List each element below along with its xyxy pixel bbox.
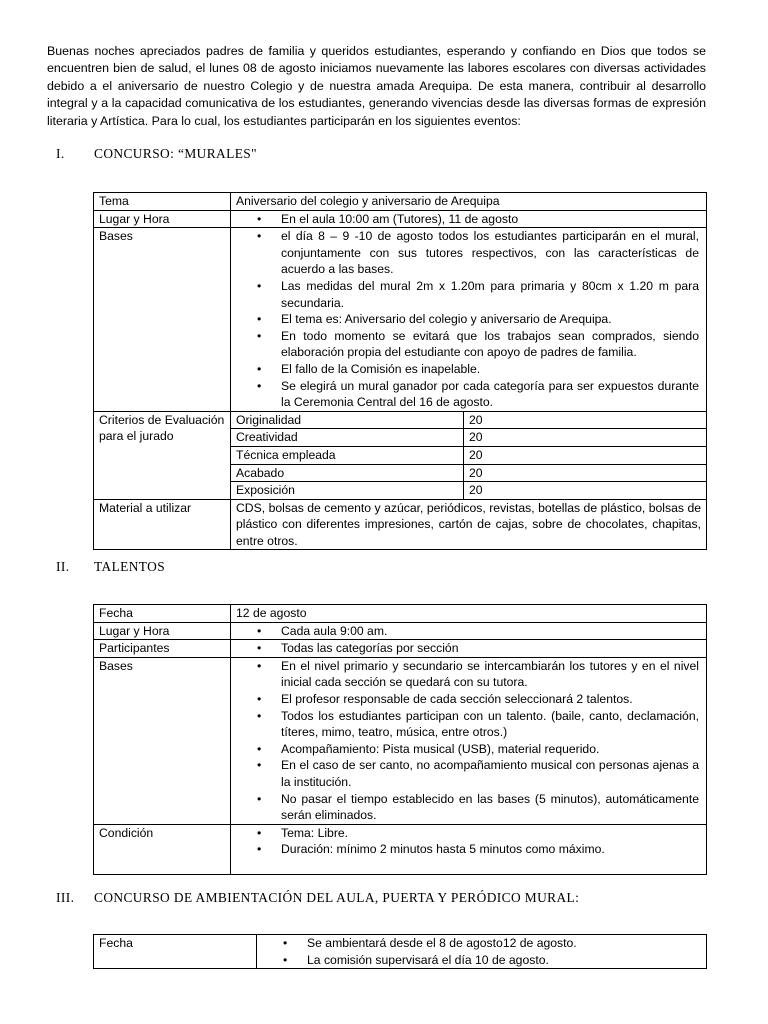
section-title: TALENTOS [94,559,166,574]
criteria-name: Originalidad [231,412,464,429]
row-value: 12 de agosto [231,605,707,623]
table-row [94,210,707,228]
intro-paragraph: Buenas noches apreciados padres de familia y queridos estudiantes, esperando y confiando en Dios que todos se encuentren bien de salud, el lunes 08 de agosto iniciamos nuevamente las labores escolares con diversas actividades debido a el aniversario de nuestro Colegio y de nuestra amada Arequipa. De esta manera, contribuir al desarrollo integral y a la capacidad comunicativa de los estudiantes, generando vivencias desde las diversas formas de expresión literaria y Artística. Para lo cual, los estudiantes participarán en los siguientes eventos: [47,44,706,128]
list-item [231,361,699,378]
criteria-score: 20 [469,483,483,498]
row-value [231,411,707,499]
bullet-list [231,211,706,228]
bullet-icon: • [257,691,262,706]
talentos-table [93,604,707,875]
murales-table [93,192,707,550]
bullet-icon: • [257,842,262,857]
row-label: Lugar y Hora [94,210,231,228]
row-label: Condición [94,824,231,874]
criteria-name: Creatividad [231,429,464,447]
row-value [231,824,707,874]
table-row [94,935,707,969]
bullet-list [231,658,706,824]
row-value [231,228,707,412]
list-item-text: Acompañamiento: Pista musical (USB), material requerido. [281,741,600,756]
list-item [231,378,699,411]
bullet-icon: • [257,758,262,773]
list-item [231,211,699,228]
table-row [94,411,707,499]
row-label: Lugar y Hora [94,622,231,640]
section-number: II. [56,559,70,574]
row-value [231,210,707,228]
row-label: Criterios de Evaluación para el jurado [94,411,231,499]
row-value: CDS, bolsas de cemento y azúcar, periódicos, revistas, botellas de plástico, bolsas de plástico con diferentes impresiones, cartón de cajas, sobre de chocolates, chapitas, entre otros. [231,499,707,550]
row-label: Fecha [94,935,257,969]
list-item-text: Todos los estudiantes participan con un talento. (baile, canto, declamación, títeres, mimo, teatro, música, entre otros.) [281,708,699,740]
section-title: CONCURSO DE AMBIENTACIÓN DEL AULA, PUERTA Y PERÓDICO MURAL: [94,890,580,905]
bullet-icon: • [257,328,262,343]
list-item-text: En todo momento se evitará que los trabajos sean comprados, siendo elaboración propia del estudiante con apoyo de padres de familia. [281,328,699,360]
list-item-text: En el nivel primario y secundario se intercambiarán los tutores y en el nivel inicial cada sección se quedará con su tutora. [281,658,699,690]
bullet-icon: • [257,623,262,638]
table-row [94,228,707,412]
bullet-icon: • [283,936,288,950]
list-item [231,228,699,278]
bullet-icon: • [283,952,288,967]
criteria-row [231,482,706,499]
row-value [231,622,707,640]
bullet-icon: • [257,641,262,656]
table-row [94,640,707,658]
bullet-icon: • [257,278,262,293]
list-item-text: Todas las categorías por sección [281,641,459,656]
list-item [231,691,699,708]
list-item [231,791,699,824]
list-item-text: Se ambientará desde el 8 de agosto12 de agosto. [307,936,577,950]
list-item-text: el día 8 – 9 -10 de agosto todos los estudiantes participarán en el mural, conjuntamente con sus tutores respectivos, con las características de acuerdo a las bases. [281,229,699,277]
row-label: Material a utilizar [94,499,231,550]
criteria-row [231,429,706,447]
list-item-text: Cada aula 9:00 am. [281,623,388,638]
ambientacion-table [93,934,707,969]
section-title: CONCURSO: “MURALES" [94,146,257,161]
bullet-icon: • [257,658,262,673]
list-item-text: No pasar el tiempo establecido en las bases (5 minutos), automáticamente serán eliminados. [281,791,699,823]
bullet-icon: • [257,312,262,327]
bullet-icon: • [257,361,262,376]
list-item [231,757,699,790]
list-item [231,741,699,758]
list-item [257,935,699,952]
list-item [231,658,699,691]
list-item-text: El fallo de la Comisión es inapelable. [281,361,481,376]
criteria-score: 20 [464,446,707,464]
list-item-text: La comisión supervisará el día 10 de agosto. [307,952,549,967]
criteria-score: 20 [464,412,707,429]
criteria-row [231,446,706,464]
list-item [231,623,699,640]
list-item-text: Las medidas del mural 2m x 1.20m para primaria y 80cm x 1.20 m para secundaria. [281,278,699,310]
section-heading-ambientacion [56,890,579,906]
table-row [94,605,707,623]
section-number: I. [56,146,65,161]
table-row [94,622,707,640]
list-item [231,825,699,842]
criteria-score: 20 [464,464,707,482]
criteria-table [231,412,706,499]
section-heading-talentos [56,559,165,575]
bullet-list [231,825,706,858]
criteria-name: Técnica empleada [231,446,464,464]
table-row [94,193,707,211]
bullet-list [257,935,706,968]
bullet-icon: • [257,825,262,840]
list-item [231,328,699,361]
table-row [94,657,707,824]
bullet-list [231,623,706,640]
bullet-icon: • [257,378,262,393]
section-heading-murales [56,146,257,162]
bullet-icon: • [257,791,262,806]
list-item [231,278,699,311]
list-item-text: Tema: Libre. [281,825,349,840]
criteria-name: Exposición [231,482,464,499]
bullet-icon: • [257,229,262,244]
list-item-text: Se elegirá un mural ganador por cada categoría para ser expuestos durante la Ceremonia Central del 16 de agosto. [281,378,699,410]
criteria-row [231,412,706,429]
row-value: Aniversario del colegio y aniversario de Arequipa [231,193,707,211]
row-label: Fecha [94,605,231,623]
row-label: Participantes [94,640,231,658]
list-item [231,841,699,858]
row-value [231,640,707,658]
list-item-text: En el caso de ser canto, no acompañamiento musical con personas ajenas a la institución. [281,758,699,789]
list-item [231,708,699,741]
row-label: Bases [94,228,231,412]
list-item-text: En el aula 10:00 am (Tutores), 11 de agosto [281,211,519,226]
row-label: Tema [94,193,231,211]
criteria-row [231,464,706,482]
bullet-list [231,640,706,657]
list-item-text: Duración: mínimo 2 minutos hasta 5 minutos como máximo. [281,842,605,857]
list-item-text: El profesor responsable de cada sección seleccionará 2 talentos. [281,691,633,706]
list-item-text: El tema es: Aniversario del colegio y aniversario de Arequipa. [281,312,612,327]
row-value [257,935,707,969]
list-item [257,952,699,969]
list-item [231,311,699,328]
table-row [94,499,707,550]
list-item [231,640,699,657]
row-value [231,657,707,824]
section-number: III. [56,890,75,905]
table-row [94,824,707,874]
criteria-score: 20 [464,429,707,447]
bullet-list [231,228,706,411]
criteria-name: Acabado [231,464,464,482]
bullet-icon: • [257,741,262,756]
bullet-icon: • [257,211,262,226]
row-label: Bases [94,657,231,824]
bullet-icon: • [257,708,262,723]
